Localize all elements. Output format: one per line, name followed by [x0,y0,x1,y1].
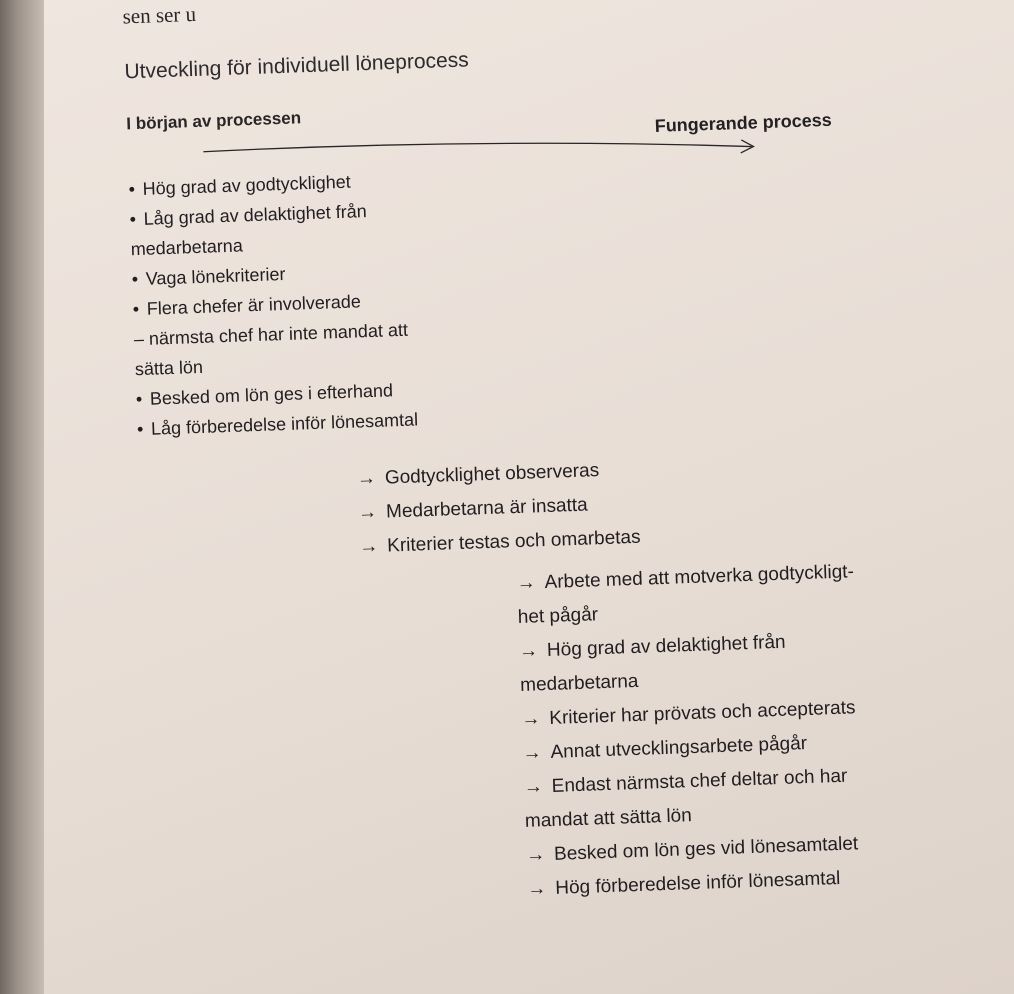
previous-text-fragment: sen ser u [122,1,197,29]
list-item-text: Låg grad av delaktighet från [143,201,368,229]
arrow-right-icon: → [526,878,547,900]
arrow-right-icon: → [522,742,542,764]
intermediate-state-list [356,453,641,565]
list-item-text: Medarbetarna är insatta [385,494,589,523]
arrow-right-icon: → [525,844,546,866]
list-item-text: Kriterier testas och omarbetas [386,526,641,557]
list-item-text: Besked om lön ges i efterhand [149,380,394,409]
list-item-text: Besked om lön ges vid lönesamtalet [553,833,859,865]
bullet-mark: • [131,269,139,290]
list-item-text: het pågår [517,604,599,629]
arrow-right-icon: → [356,467,377,490]
list-item-text: medarbetarna [130,235,244,260]
list-item-text: Arbete med att motverka godtyckligt- [544,561,855,594]
list-item-text: Flera chefer är involverade [146,291,362,319]
bullet-mark: • [129,209,137,230]
arrow-right-icon: → [516,572,536,595]
progress-arrow-icon [203,132,763,172]
book-spine-shadow [0,0,44,994]
initial-state-list [128,165,418,445]
final-state-list [516,555,865,907]
list-item-text: Låg förberedelse inför lönesamtal [150,409,419,439]
list-item-text: Hög grad av delaktighet från [546,631,786,662]
section-heading: Utveckling för individuell löneprocess [124,48,470,84]
bullet-mark: • [128,179,136,200]
arrow-right-icon: → [523,776,544,798]
list-item-text: – närmsta chef har inte mandat att [133,319,409,350]
list-item-text: Hög förberedelse inför lönesamtal [554,867,841,899]
bullet-mark: • [136,418,144,440]
stage-label-start: I början av processen [126,108,302,134]
arrow-right-icon: → [357,501,378,524]
arrow-right-icon: → [521,708,541,730]
list-item-text: Vaga lönekriterier [145,263,286,289]
list-item-text: medarbetarna [519,670,639,696]
list-item-text: Hög grad av godtycklighet [142,171,351,199]
list-item-text: mandat att sätta lön [524,805,693,832]
bullet-mark: • [132,299,140,320]
stage-label-end: Fungerande process [654,109,833,136]
arrow-right-icon: → [358,535,379,558]
arrow-right-icon: → [518,640,539,662]
page-content [78,0,1012,993]
list-item-text: Godtycklighet observeras [384,460,600,489]
list-item-text: sätta lön [134,356,204,380]
list-item-text: Endast närmsta chef deltar och har [551,765,848,797]
list-item-text: Kriterier har prövats och accepterats [548,697,856,729]
list-item-text: Annat utvecklingsarbete pågår [550,733,808,763]
bullet-mark: • [135,389,143,410]
